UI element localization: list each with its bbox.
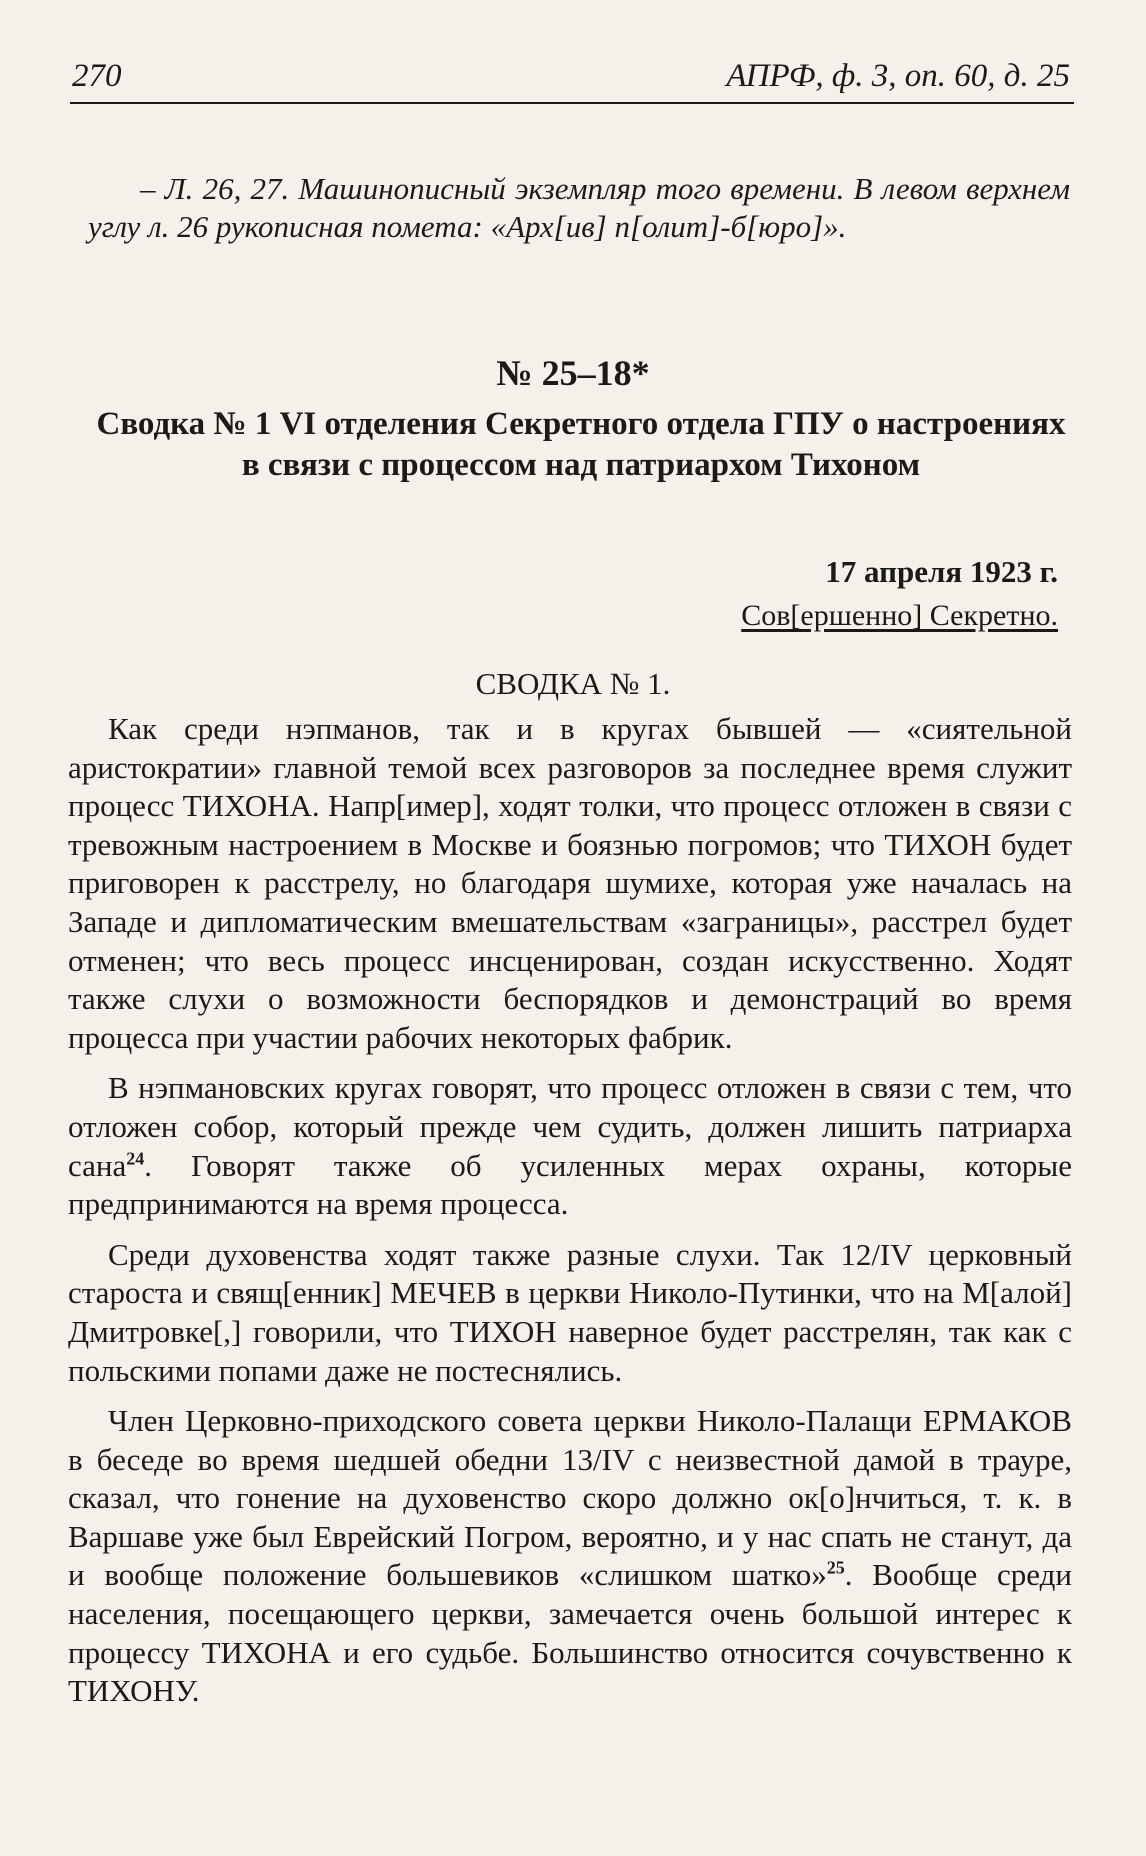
report-heading: СВОДКА № 1. [475,666,671,701]
footnote-ref: 25 [826,1558,845,1579]
page-number: 270 [72,58,122,94]
paragraph-text: Член Церковно-приходского совета церкви Николо-Палащи ЕРМАКОВ в беседе во время шедшей обедни 13/IV с неизвестной дамой в трауре, сказал, что гонение на духовенство скоро должно ок[о]нчиться, т. к. в Варшаве уже был Еврейский Погром, вероятно, и у нас спать не станут, да и вообще положение большевиков «слишком шатко» [68,1403,1072,1593]
header-rule [70,102,1074,104]
paragraph-text: Как среди нэпманов, так и в кругах бывшей — «сиятельной аристократии» главной темой всех разговоров за последнее время служит процесс ТИХОНА. Напр[имер], ходят толки, что процесс отложен в связи с тревожным настроением в Москве и боязнью погромов; что ТИХОН будет приговорен к расстрелу, но благодаря шумихе, которая уже началась на Западе и дипломатическим вмешательствам «заграницы», расстрел будет отменен; что весь процесс инсценирован, создан искусственно. Ходят также слухи о возможности беспорядков и демонстраций во время процесса при участии рабочих некоторых фабрик. [68,711,1072,1055]
paragraph-text: В нэпмановских кругах говорят, что процесс отложен в связи с тем, что отложен собор, который прежде чем судить, должен лишить патриарха сана [68,1070,1072,1183]
paragraph [68,1236,1072,1390]
paragraph [68,710,1072,1057]
footnote-ref: 24 [126,1148,145,1169]
paragraph-text: Среди духовенства ходят также разные слухи. Так 12/IV церковный староста и свящ[енник] МЕЧЕВ в церкви Николо-Путинки, что на М[алой] Дмитровке[,] говорили, что ТИХОН наверное будет расстрелян, так как с польскими попами даже не постеснялись. [68,1236,1072,1388]
document-number: № 25–18* [496,353,650,393]
paragraph-text: . Вообще среди населения, посещающего церкви, замечается очень большой интерес к процессу ТИХОНА и его судьбе. Большинство относится сочувственно к ТИХОНУ. [68,1557,1072,1709]
body-text [68,710,1072,1723]
paragraph [68,1402,1072,1711]
running-header [72,58,1070,95]
paragraph [68,1069,1072,1223]
archive-reference: АПРФ, ф. 3, оп. 60, д. 25 [726,58,1070,94]
document-date: 17 апреля 1923 г. [825,554,1058,589]
classification-mark: Сов[ершенно] Секретно. [741,599,1058,632]
source-note: – Л. 26, 27. Машинописный экземпляр того времени. В левом верхнем углу л. 26 рукописная помета: «Арх[ив] п[олит]-б[юро]». [88,171,1070,244]
document-title: Сводка № 1 VI отделения Секретного отдела ГПУ о настроениях в связи с процессом над патриархом Тихоном [96,406,1066,483]
paragraph-text: . Говорят также об усиленных мерах охраны, которые предпринимаются на время процесса. [68,1147,1072,1222]
